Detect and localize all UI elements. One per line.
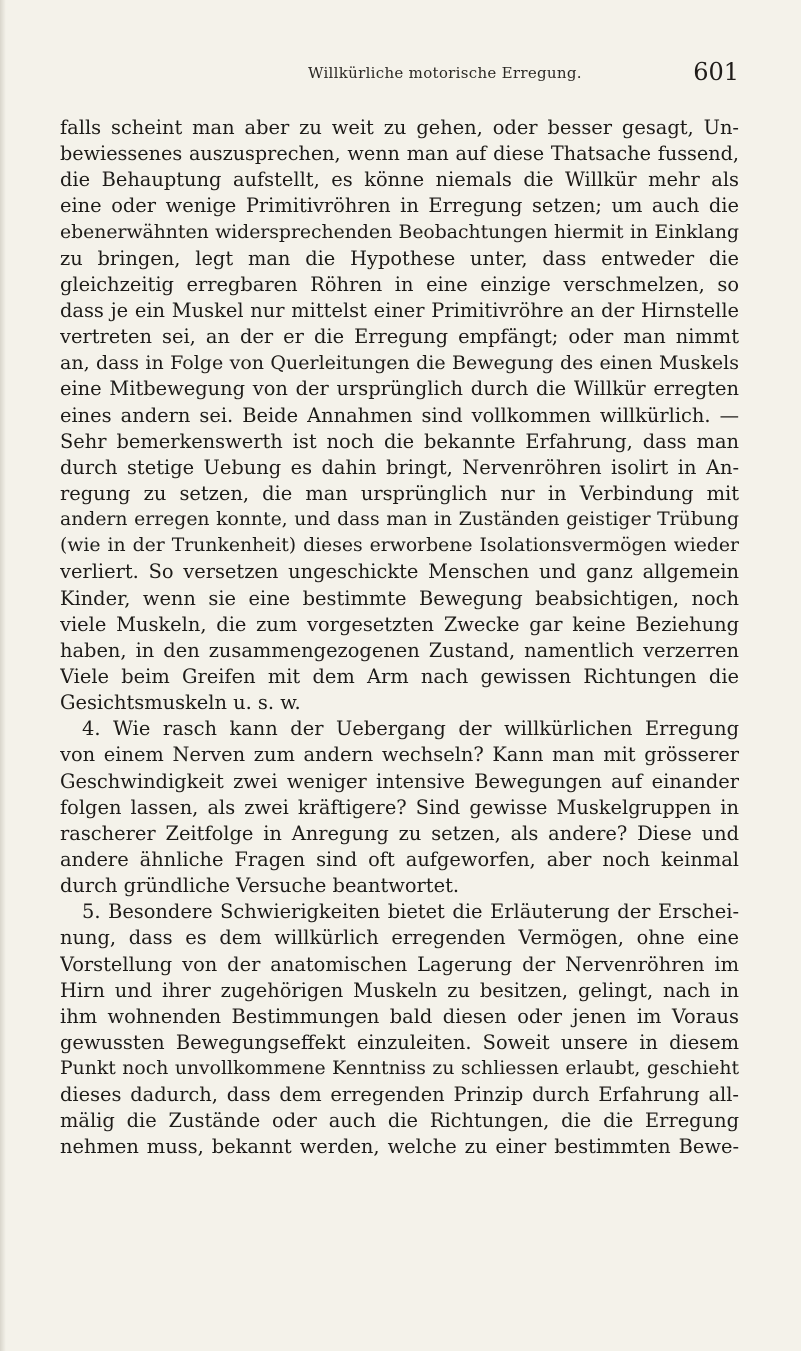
text-line: zu bringen, legt man die Hypothese unter, dass entweder die [60,246,739,270]
text-line: falls scheint man aber zu weit zu gehen, oder besser gesagt, Un- [60,116,739,139]
text-line: 4. Wie rasch kann der Uebergang der willkürlichen Erregung [82,717,739,741]
text-line: Sehr bemerkenswerth ist noch die bekannte Erfahrung, dass man [60,429,739,453]
text-line: ebenerwähnten widersprechenden Beobachtungen hiermit in Einklang [60,221,739,243]
text-line: Punkt noch unvollkommene Kenntniss zu schliessen erlaubt, geschieht [60,1058,739,1080]
page-edge-shadow [0,0,6,1351]
text-line: mälig die Zustände oder auch die Richtungen, die die Erregung [60,1109,739,1133]
text-line: gewussten Bewegungseffekt einzuleiten. Soweit unsere in diesem [60,1030,739,1054]
text-line: andere ähnliche Fragen sind oft aufgeworfen, aber noch keinmal [60,847,739,871]
text-line: Vorstellung von der anatomischen Lagerung der Nervenröhren im [60,952,739,976]
text-line: eine Mitbewegung von der ursprünglich durch die Willkür erregten [60,377,739,401]
running-header [60,58,739,90]
running-title: Willkürliche motorische Erregung. [308,64,582,82]
text-line: nung, dass es dem willkürlich erregenden Vermögen, ohne eine [60,926,739,950]
text-line: (wie in der Trunkenheit) dieses erworbene Isolationsvermögen wieder [60,535,739,557]
text-line: verliert. So versetzen ungeschickte Menschen und ganz allgemein [60,560,739,584]
text-line: 5. Besondere Schwierigkeiten bietet die Erläuterung der Erschei- [82,900,739,924]
text-line: regung zu setzen, die man ursprünglich nur in Verbindung mit [60,481,739,505]
text-line: bewiessenes auszusprechen, wenn man auf diese Thatsache fussend, [60,142,739,166]
text-line: eine oder wenige Primitivröhren in Erregung setzen; um auch die [60,194,739,218]
text-line: rascherer Zeitfolge in Anregung zu setzen, als andere? Diese und [60,821,739,845]
text-line: gleichzeitig erregbaren Röhren in eine einzige verschmelzen, so [60,272,739,296]
text-line: vertreten sei, an der er die Erregung empfängt; oder man nimmt [60,325,739,349]
text-line: haben, in den zusammengezogenen Zustand, namentlich verzerren [60,638,739,662]
page-number: 601 [693,58,739,86]
text-line: eines andern sei. Beide Annahmen sind vollkommen willkürlich. — [60,403,739,427]
text-line: Geschwindigkeit zwei weniger intensive Bewegungen auf einander [60,769,739,793]
text-line: viele Muskeln, die zum vorgesetzten Zwecke gar keine Beziehung [60,612,739,636]
text-line: dieses dadurch, dass dem erregenden Prinzip durch Erfahrung all- [60,1083,739,1107]
text-line: von einem Nerven zum andern wechseln? Kann man mit grösserer [60,743,739,767]
text-line: durch stetige Uebung es dahin bringt, Nervenröhren isolirt in An- [60,455,739,479]
text-line: dass je ein Muskel nur mittelst einer Primitivröhre an der Hirnstelle [60,298,739,322]
text-line: nehmen muss, bekannt werden, welche zu einer bestimmten Bewe- [60,1135,739,1159]
text-line: Hirn und ihrer zugehörigen Muskeln zu besitzen, gelingt, nach in [60,978,739,1002]
text-line: Gesichtsmuskeln u. s. w. [60,691,301,715]
text-line: an, dass in Folge von Querleitungen die Bewegung des einen Muskels [60,352,739,375]
text-line: ihm wohnenden Bestimmungen bald diesen oder jenen im Voraus [60,1004,739,1028]
text-line: die Behauptung aufstellt, es könne niemals die Willkür mehr als [60,168,739,192]
body-text [60,115,739,1161]
text-line: Viele beim Greifen mit dem Arm nach gewissen Richtungen die [60,664,739,688]
text-line: folgen lassen, als zwei kräftigere? Sind gewisse Muskelgruppen in [60,795,739,819]
text-line: Kinder, wenn sie eine bestimmte Bewegung beabsichtigen, noch [60,586,739,610]
text-line: durch gründliche Versuche beantwortet. [60,874,460,898]
text-line: andern erregen konnte, und dass man in Zuständen geistiger Trübung [60,509,739,531]
